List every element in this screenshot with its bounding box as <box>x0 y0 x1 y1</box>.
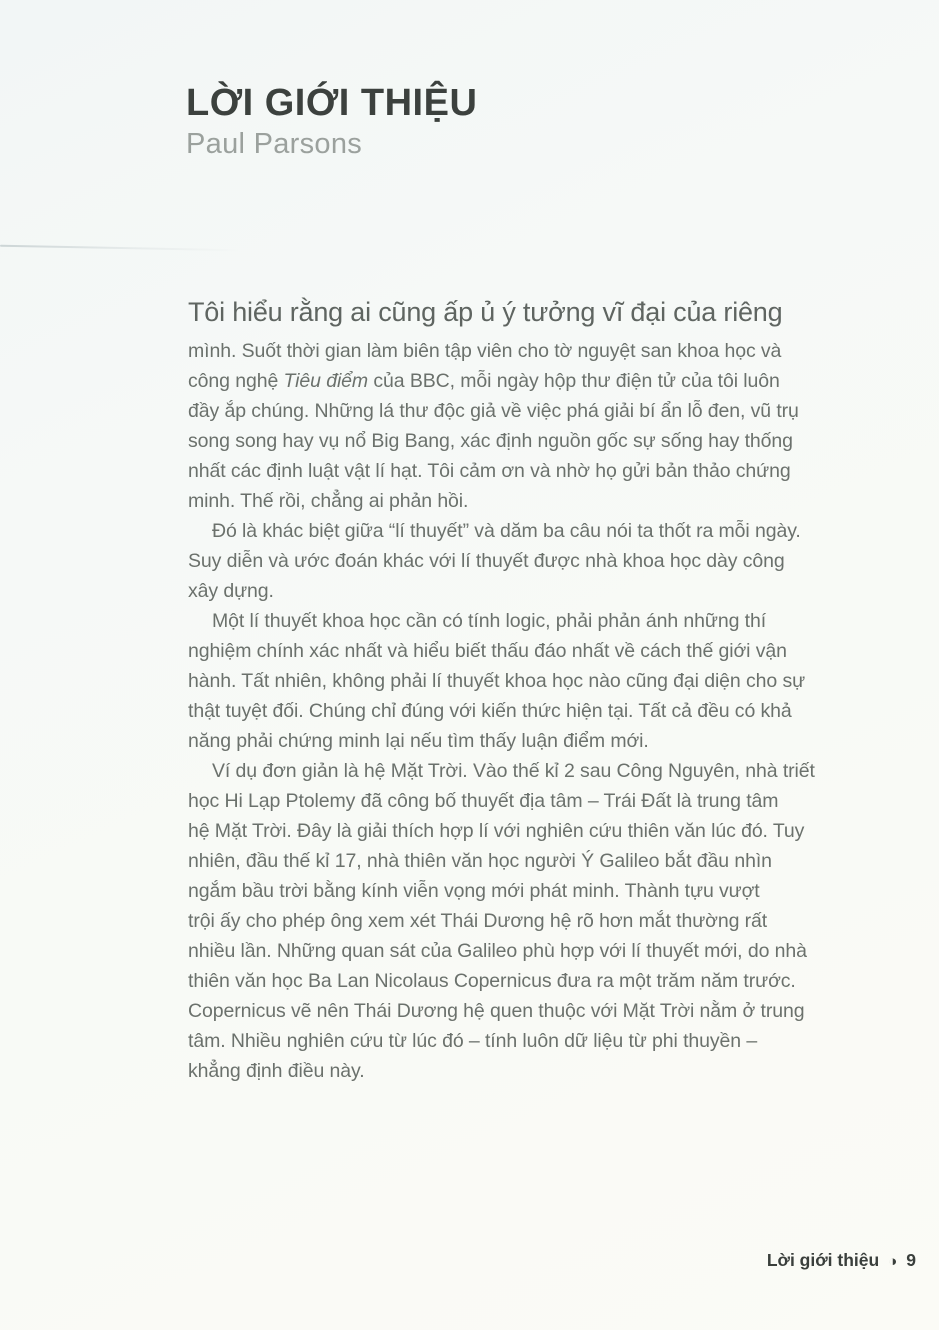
body-line: hệ Mặt Trời. Đây là giải thích hợp lí với nghiên cứu thiên văn lúc đó. Tuy <box>188 820 805 842</box>
body-line: Ví dụ đơn giản là hệ Mặt Trời. Vào thế kỉ 2 sau Công Nguyên, nhà triết <box>212 760 815 782</box>
scan-scratch-artifact <box>0 245 240 252</box>
body-line: mình. Suốt thời gian làm biên tập viên cho tờ nguyệt san khoa học và <box>188 340 782 362</box>
body-text <box>188 336 848 1086</box>
body-line: trội ấy cho phép ông xem xét Thái Dương hệ rõ hơn mắt thường rất <box>188 910 768 932</box>
body-content <box>188 292 848 1086</box>
body-line: nhiên, đầu thế kỉ 17, nhà thiên văn học người Ý Galileo bắt đầu nhìn <box>188 850 772 872</box>
paragraph <box>188 516 848 606</box>
chapter-header <box>186 82 477 161</box>
body-line: song song hay vụ nổ Big Bang, xác định nguồn gốc sự sống hay thống <box>188 430 793 452</box>
paragraph <box>188 336 848 516</box>
body-line: nghiệm chính xác nhất và hiểu biết thấu đáo nhất về cách thế giới vận <box>188 640 787 662</box>
body-line: Một lí thuyết khoa học cần có tính logic, phải phản ánh những thí <box>212 610 767 632</box>
body-line: hành. Tất nhiên, không phải lí thuyết khoa học nào cũng đại diện cho sự <box>188 670 806 692</box>
line-segment: của BBC, mỗi ngày hộp thư điện tử của tôi luôn <box>373 370 780 392</box>
page-title: LỜI GIỚI THIỆU <box>186 82 478 124</box>
author-name: Paul Parsons <box>186 127 363 160</box>
body-line: thật tuyệt đối. Chúng chỉ đúng với kiến thức hiện tại. Tất cả đều có khả <box>188 700 792 722</box>
body-line: nhiều lần. Những quan sát của Galileo phù hợp với lí thuyết mới, do nhà <box>188 940 807 962</box>
body-line: minh. Thế rồi, chẳng ai phản hồi. <box>188 490 469 512</box>
body-line: Suy diễn và ước đoán khác với lí thuyết được nhà khoa học dày công <box>188 550 785 572</box>
body-line: học Hi Lạp Ptolemy đã công bố thuyết địa tâm – Trái Đất là trung tâm <box>188 790 779 812</box>
body-line: thiên văn học Ba Lan Nicolaus Copernicus đưa ra một trăm năm trước. <box>188 970 796 992</box>
body-line: xây dựng. <box>188 580 274 602</box>
body-line: Copernicus vẽ nên Thái Dương hệ quen thuộc với Mặt Trời nằm ở trung <box>188 1000 805 1022</box>
page-number: 9 <box>906 1250 916 1270</box>
body-line: ngắm bầu trời bằng kính viễn vọng mới phát minh. Thành tựu vượt <box>188 880 760 902</box>
body-line: nhất các định luật vật lí hạt. Tôi cảm ơn và nhờ họ gửi bản thảo chứng <box>188 460 791 482</box>
paragraph <box>188 756 848 1086</box>
page-footer <box>767 1250 916 1271</box>
body-line <box>188 366 848 396</box>
half-circle-icon: ◑ <box>888 1253 898 1270</box>
running-footer-title: Lời giới thiệu <box>766 1250 880 1270</box>
paragraph <box>188 606 848 756</box>
line-segment: công nghệ <box>188 370 279 392</box>
lead-sentence: Tôi hiểu rằng ai cũng ấp ủ ý tưởng vĩ đại của riêng <box>188 297 783 327</box>
body-line: khẳng định điều này. <box>188 1060 365 1082</box>
body-line: Đó là khác biệt giữa “lí thuyết” và dăm ba câu nói ta thốt ra mỗi ngày. <box>212 520 801 542</box>
body-line: năng phải chứng minh lại nếu tìm thấy luận điểm mới. <box>188 730 649 752</box>
magazine-title: Tiêu điểm <box>283 370 369 392</box>
body-line: tâm. Nhiều nghiên cứu từ lúc đó – tính luôn dữ liệu từ phi thuyền – <box>188 1030 758 1052</box>
body-line: đầy ắp chúng. Những lá thư độc giả về việc phá giải bí ẩn lỗ đen, vũ trụ <box>188 400 799 422</box>
